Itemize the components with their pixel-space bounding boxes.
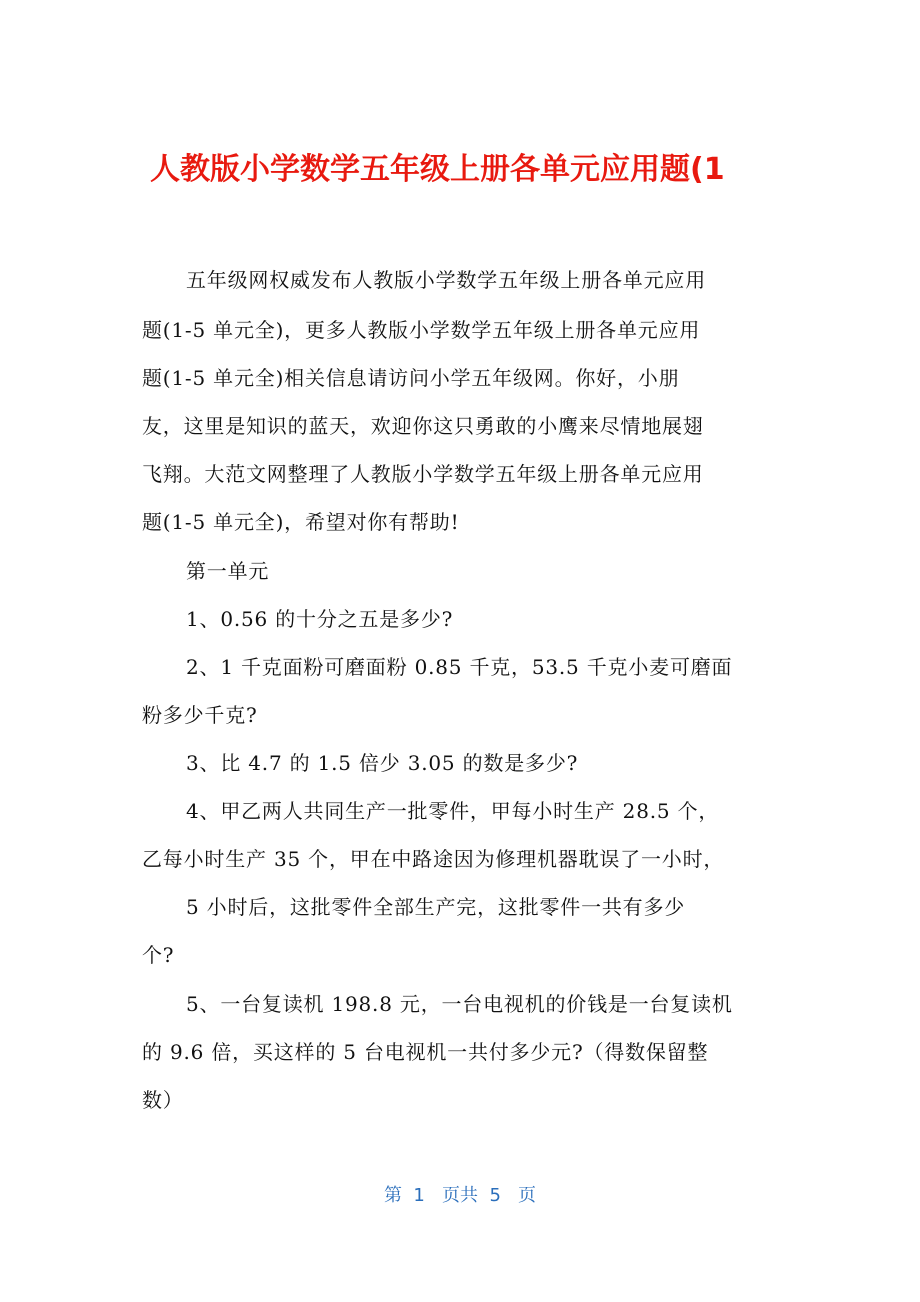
question-4-line-1: 4、甲乙两人共同生产一批零件，甲每小时生产 28.5 个， [186, 799, 720, 823]
question-4-line-3: 5 小时后，这批零件全部生产完，这批零件一共有多少 [186, 895, 686, 919]
intro-line-4: 友，这里是知识的蓝天，欢迎你这只勇敢的小鹰来尽情地展翅 [142, 414, 704, 438]
question-4-line-2: 乙每小时生产 35 个，甲在中路途因为修理机器耽误了一小时， [142, 847, 725, 871]
section-heading-unit-1: 第一单元 [186, 559, 270, 583]
page-number-footer: 第 1 页共 5 页 [383, 1185, 537, 1206]
question-5-line-3: 数） [142, 1088, 184, 1112]
intro-line-5: 飞翔。大范文网整理了人教版小学数学五年级上册各单元应用 [142, 462, 704, 486]
intro-line-3: 题(1-5 单元全)相关信息请访问小学五年级网。你好，小朋 [142, 366, 680, 390]
intro-line-2: 题(1-5 单元全)，更多人教版小学数学五年级上册各单元应用 [142, 318, 701, 342]
intro-line-6: 题(1-5 单元全)，希望对你有帮助! [142, 510, 460, 534]
question-5-line-1: 5、一台复读机 198.8 元，一台电视机的价钱是一台复读机 [186, 992, 733, 1016]
question-4-line-4: 个? [142, 943, 175, 967]
document-title: 人教版小学数学五年级上册各单元应用题(1 [150, 152, 725, 187]
question-1: 1、0.56 的十分之五是多少? [186, 607, 454, 631]
question-3: 3、比 4.7 的 1.5 倍少 3.05 的数是多少? [186, 751, 579, 775]
question-2-line-2: 粉多少千克? [142, 703, 258, 727]
intro-line-1: 五年级网权威发布人教版小学数学五年级上册各单元应用 [186, 268, 706, 292]
question-2-line-1: 2、1 千克面粉可磨面粉 0.85 千克，53.5 千克小麦可磨面 [186, 655, 733, 679]
question-5-line-2: 的 9.6 倍，买这样的 5 台电视机一共付多少元?（得数保留整 [142, 1040, 709, 1064]
